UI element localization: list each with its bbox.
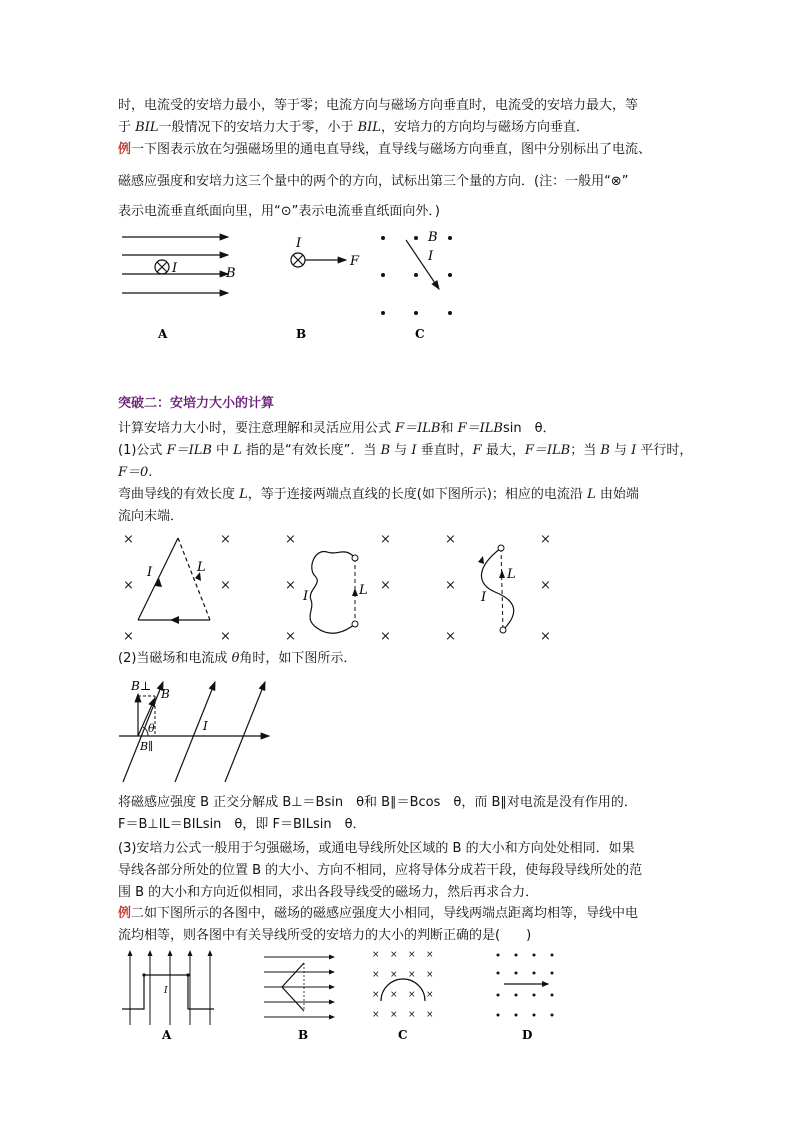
text: 二如下图所示的各图中，磁场的磁感应强度大小相同，导线两端点距离均相等，导线中电 [131, 906, 639, 921]
formula: F＝ILB [395, 421, 441, 436]
fig1-caption-B: B [296, 327, 307, 341]
svg-text:×: × [426, 970, 434, 980]
formula: sin θ [502, 421, 543, 436]
example2-line-2: 流均相等，则各图中有关导线所受的安培力的大小的判断正确的是( ) [118, 928, 532, 943]
wavy-wire [310, 551, 355, 633]
example2-line-1 [118, 906, 638, 922]
svg-text:×: × [408, 990, 416, 1000]
fig1c-label-B: B [428, 230, 438, 245]
fig4b-field-lines [264, 957, 334, 1017]
svg-text:×: × [123, 532, 134, 547]
svg-text:×: × [372, 990, 380, 1000]
formula: F＝ILB [457, 421, 503, 436]
current-arrowhead [170, 616, 179, 624]
formula: F＝ILB [166, 443, 212, 458]
section2-line-9: (3)安培力公式一般用于匀强磁场，或通电导线所处区域的 B 的大小和方向处处相同．如果 [118, 841, 635, 856]
svg-text:×: × [220, 532, 231, 547]
text: ，安培力的方向均与磁场方向垂直． [380, 120, 589, 135]
current-arrowhead [478, 556, 484, 564]
fig1-caption-A: A [158, 327, 168, 341]
svg-text:×: × [220, 629, 231, 644]
endpoint [498, 545, 504, 551]
section2-line-11: 围 B 的大小和方向近似相同，求出各段导线受的磁场力，然后再求合力． [118, 885, 539, 900]
text: 与 [390, 443, 412, 458]
fig1b-label-F: F [350, 254, 360, 269]
svg-text:×: × [123, 578, 134, 593]
current-into-page-icon [155, 260, 169, 274]
svg-text:×: × [408, 970, 416, 980]
endpoint [352, 621, 358, 627]
text: ． [542, 421, 556, 436]
label-B: B [161, 687, 170, 701]
label-theta: θ [148, 722, 155, 735]
text: 与 [609, 443, 632, 458]
length-arrowhead [499, 570, 505, 578]
text: 和 [440, 421, 458, 436]
svg-text:×: × [285, 629, 296, 644]
example-marker: 例 [118, 906, 132, 921]
symbol: B [380, 443, 391, 458]
effective-length-line [501, 548, 503, 630]
text: 指的是“有效长度”．当 [241, 443, 381, 458]
current-into-page-icon [291, 253, 305, 267]
section2-line-3: F＝0. [118, 465, 153, 480]
svg-text:×: × [380, 532, 391, 547]
section2-line-8: F＝B⊥IL＝BILsin θ，即 F＝BILsin θ． [118, 817, 366, 832]
fig1a-label-I: I [172, 261, 178, 276]
section2-line-5: 流向末端． [118, 509, 184, 524]
section2-line-7: 将磁感应强度 B 正交分解成 B⊥＝Bsin θ和 B∥＝Bcos θ，而 B∥对电流是没有作用的． [118, 795, 637, 810]
text: (2)当磁场和电流成 [118, 651, 232, 666]
current-arrow [406, 240, 439, 289]
text: 中 [211, 443, 234, 458]
fig1a-label-B: B [226, 266, 236, 281]
svg-text:×: × [426, 1010, 434, 1020]
field-lines [123, 682, 265, 782]
formula: BIL [357, 120, 381, 135]
fig2-label-I: I [147, 565, 153, 580]
svg-text:×: × [426, 990, 434, 1000]
fig4d-dots [497, 954, 554, 1017]
fig4a-wire [122, 975, 214, 1009]
fig4c-arc-wire [381, 979, 425, 1001]
fig4a-label-I: I [164, 986, 168, 996]
svg-text:×: × [380, 629, 391, 644]
fig2-label-L: L [197, 560, 206, 575]
example1-line-1 [118, 142, 651, 158]
intro-line-1: 时，电流受的安培力最小，等于零；电流方向与磁场方向垂直时，电流受的安培力最大，等 [118, 98, 639, 113]
section2-line-10: 导线各部分所处的位置 B 的大小、方向不相同，应将导体分成若干段，使每段导线所处的范 [118, 863, 643, 878]
svg-text:×: × [285, 578, 296, 593]
fig2-label-L: L [359, 583, 368, 598]
svg-text:×: × [540, 532, 551, 547]
text: 计算安培力大小时，要注意理解和灵活应用公式 [118, 421, 396, 436]
svg-text:×: × [372, 970, 380, 980]
svg-text:×: × [380, 578, 391, 593]
fig4c-crosses [372, 950, 434, 1020]
fig2-label-L: L [507, 567, 516, 582]
svg-text:×: × [408, 950, 416, 960]
section2-line-1 [118, 421, 556, 437]
length-arrowhead [352, 588, 358, 596]
fig4-caption-C: C [398, 1028, 408, 1042]
svg-text:×: × [445, 629, 456, 644]
formula: F＝ILB [524, 443, 571, 458]
svg-text:×: × [372, 1010, 380, 1020]
fig4a-field-lines [130, 951, 210, 1025]
fig1-caption-C: C [415, 327, 425, 341]
section2-line-6 [118, 651, 356, 667]
text: ，等于连接两端点直线的长度(如下图所示)；相应的电流沿 [247, 487, 588, 502]
field-into-page-crosses [123, 532, 551, 644]
text: 一般情况下的安培力大于零，小于 [158, 120, 358, 135]
symbol: B [600, 443, 610, 458]
svg-text:×: × [390, 950, 398, 960]
svg-text:×: × [390, 1010, 398, 1020]
svg-text:×: × [123, 629, 134, 644]
symbol: L [233, 443, 242, 458]
example1-line-3: 表示电流垂直纸面向里，用“⊙”表示电流垂直纸面向外．) [118, 204, 440, 219]
text: 平行时， [636, 443, 693, 458]
symbol: L [239, 487, 248, 502]
text: 由始端 [595, 487, 639, 502]
symbol: θ [231, 651, 240, 666]
figure-1 [110, 225, 470, 350]
fig2-label-I: I [481, 590, 487, 605]
label-B-parallel: B∥ [140, 740, 154, 753]
svg-text:×: × [408, 1010, 416, 1020]
fig4-caption-D: D [522, 1028, 533, 1042]
example-marker: 例 [118, 142, 132, 157]
text: 于 [118, 120, 136, 135]
section2-line-4 [118, 487, 639, 503]
svg-text:×: × [445, 532, 456, 547]
fig4-caption-A: A [162, 1028, 172, 1042]
label-B-perp: B⊥ [131, 679, 152, 693]
svg-text:×: × [540, 578, 551, 593]
text: 最大， [481, 443, 525, 458]
figure-4 [118, 945, 578, 1045]
section-heading: 突破二：安培力大小的计算 [118, 396, 275, 411]
label-I: I [203, 719, 208, 733]
formula: BIL [135, 120, 159, 135]
endpoint [500, 627, 506, 633]
section2-line-2 [118, 443, 692, 459]
svg-text:×: × [390, 970, 398, 980]
figure-2 [115, 528, 565, 646]
text: 角时，如下图所示． [239, 651, 357, 666]
svg-text:×: × [220, 578, 231, 593]
figure-3 [115, 672, 275, 786]
fig1b-label-I: I [296, 236, 302, 251]
intro-line-2 [118, 120, 589, 136]
field-out-of-page-dots [381, 236, 452, 315]
fig1c-label-I: I [428, 249, 434, 264]
symbol: F [472, 443, 482, 458]
svg-text:×: × [285, 532, 296, 547]
symbol: I [631, 443, 637, 458]
text: 弯曲导线的有效长度 [118, 487, 240, 502]
svg-text:×: × [445, 578, 456, 593]
text: (1)公式 [118, 443, 167, 458]
text: 一下图表示放在匀强磁场里的通电直导线，直导线与磁场方向垂直，图中分别标出了电流、 [131, 142, 652, 157]
example1-line-2: 磁感应强度和安培力这三个量中的两个的方向，试标出第三个量的方向．(注：一般用“⊗” [118, 174, 629, 189]
svg-text:×: × [390, 990, 398, 1000]
symbol: I [411, 443, 417, 458]
svg-text:×: × [540, 629, 551, 644]
text: 垂直时， [416, 443, 473, 458]
endpoint [352, 555, 358, 561]
text: ；当 [570, 443, 601, 458]
svg-text:×: × [426, 950, 434, 960]
s-curve-wire [481, 548, 513, 630]
svg-text:×: × [372, 950, 380, 960]
symbol: L [587, 487, 596, 502]
fig4-caption-B: B [298, 1028, 309, 1042]
fig2-label-I: I [303, 589, 309, 604]
